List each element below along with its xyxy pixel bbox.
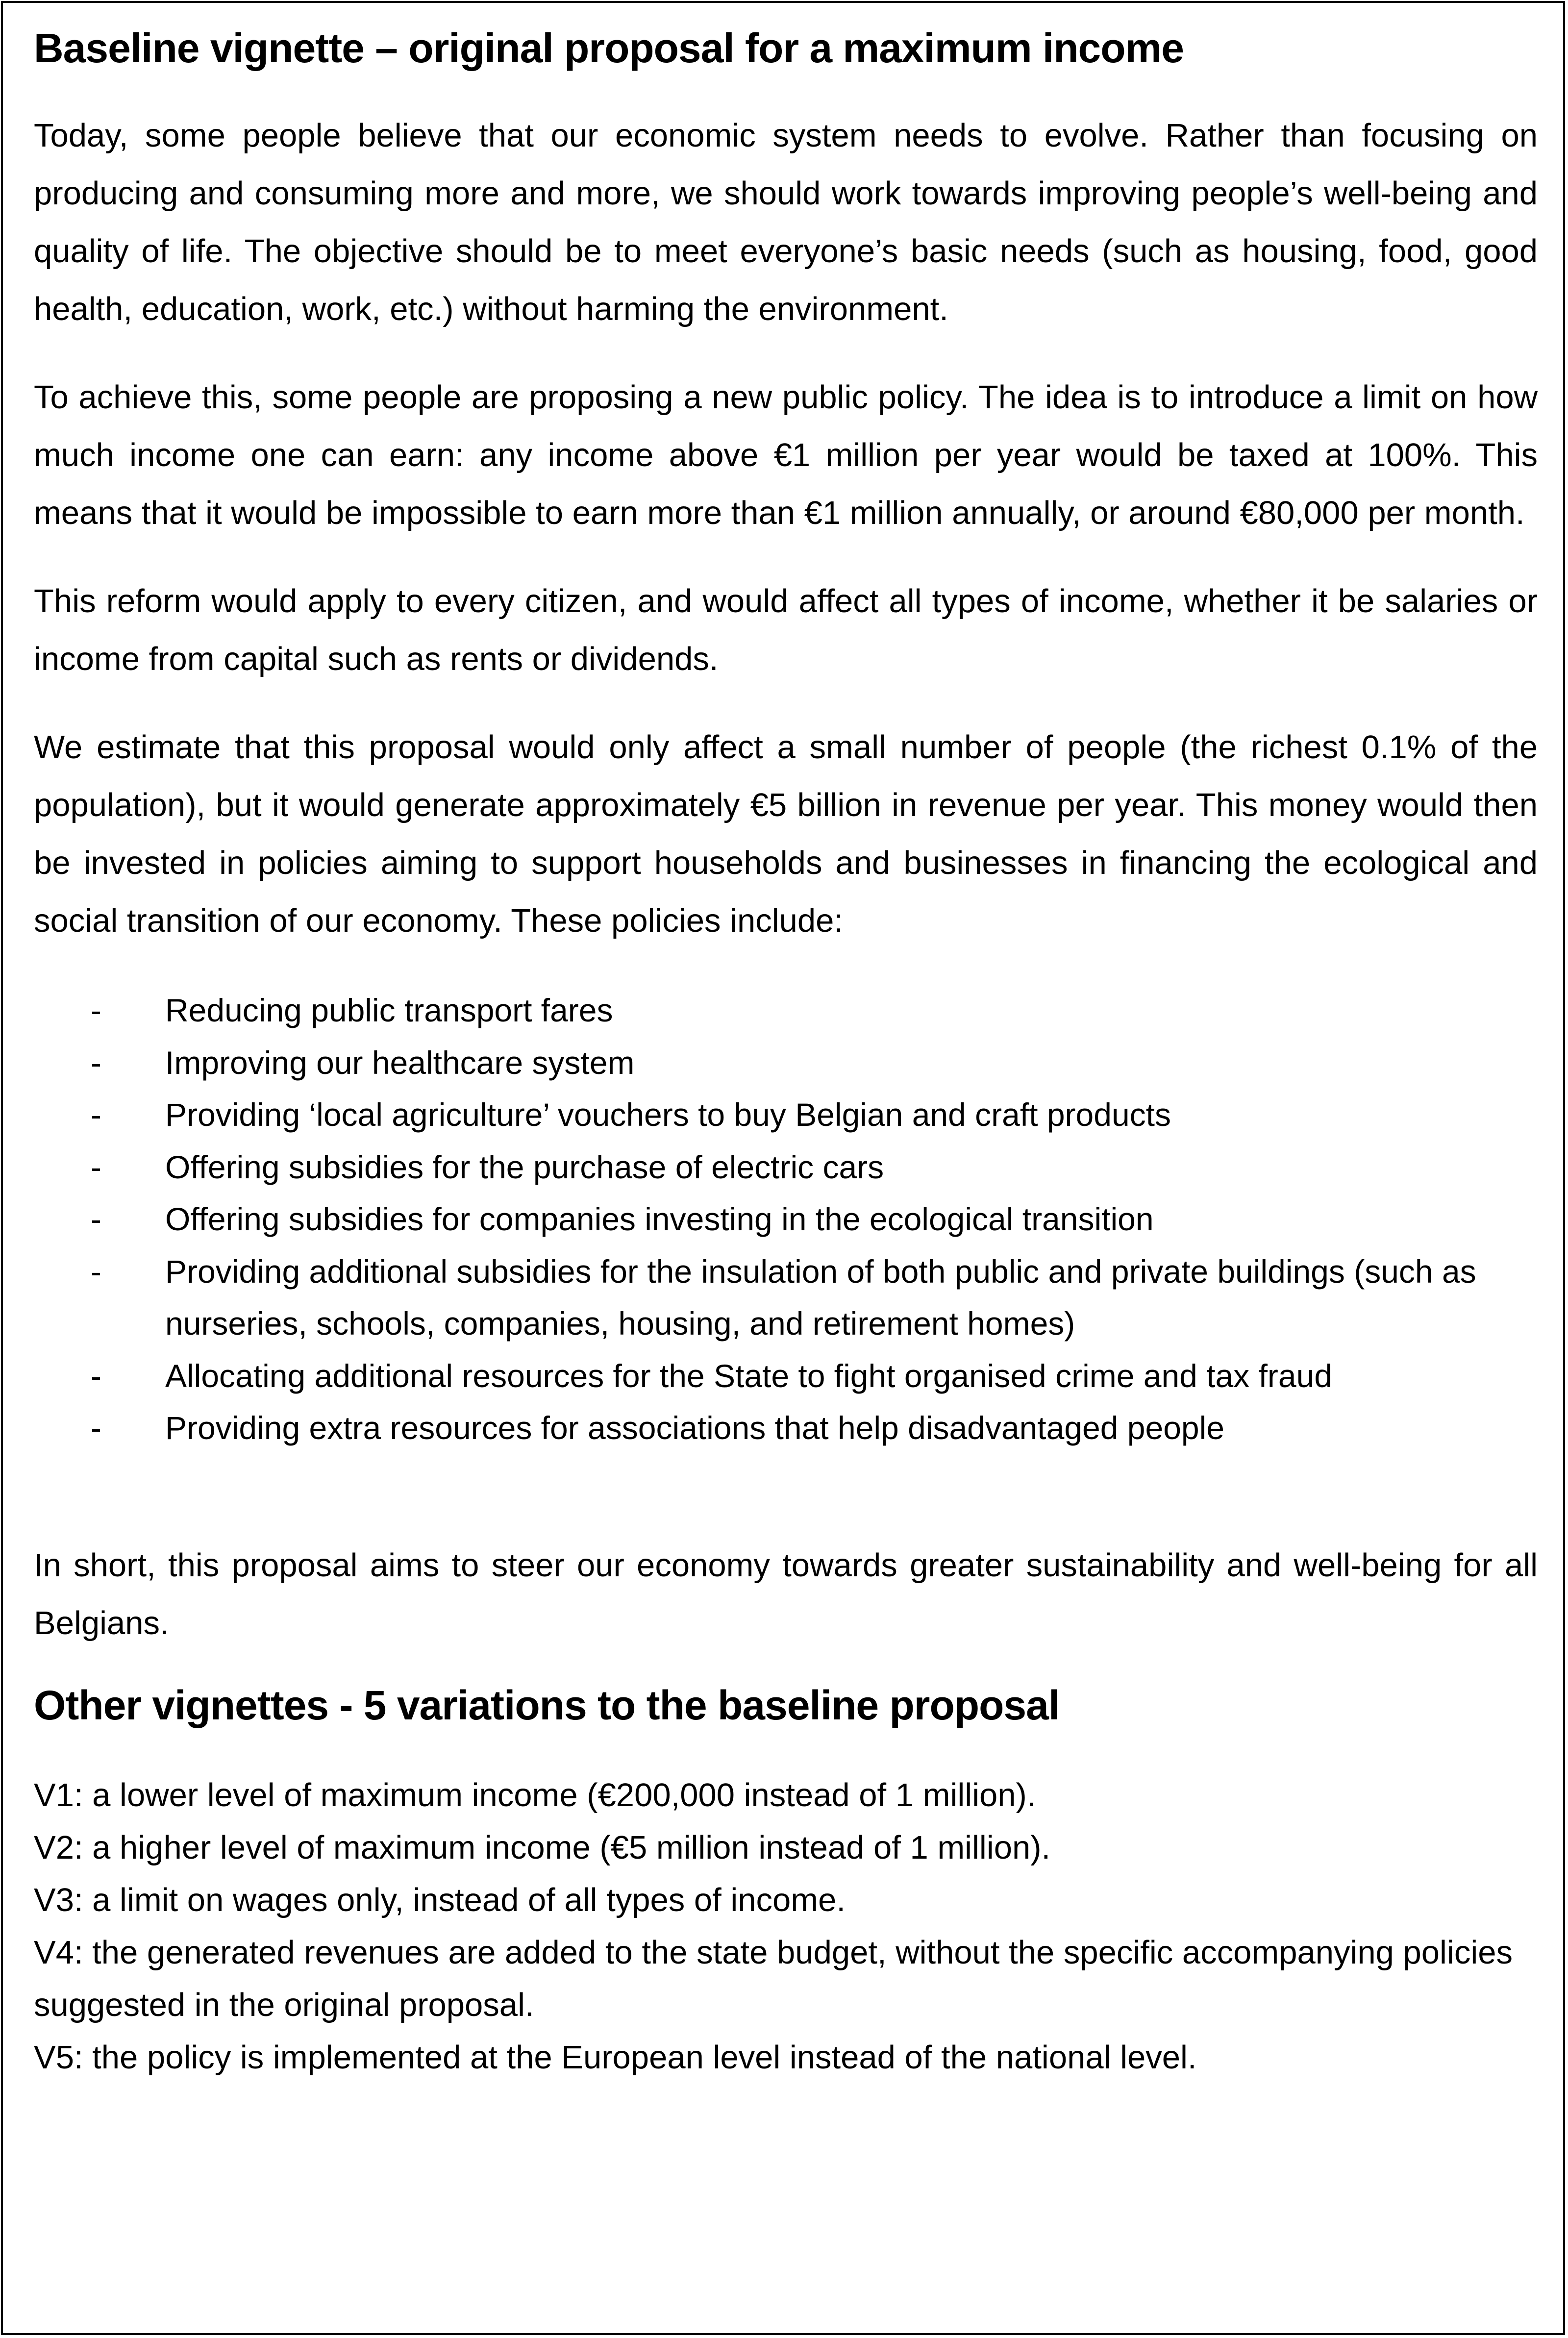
policy-list-item [34,1089,1538,1141]
variation-item: V2: a higher level of maximum income (€5 million instead of 1 million). [34,1829,1051,1866]
policy-list-item [34,1141,1538,1194]
policy-text: Providing extra resources for associations that help disadvantaged people [165,1410,1224,1446]
variation-list [34,1769,1538,2084]
bullet-dash: - [91,1357,101,1394]
policy-text: Providing additional subsidies for the insulation of both public and private buildings (such as nurseries, schools, companies, housing, and retirement homes) [165,1253,1476,1342]
variation-item: V1: a lower level of maximum income (€200,000 instead of 1 million). [34,1776,1036,1814]
policy-list-item [34,1350,1538,1402]
bullet-dash: - [91,1148,101,1185]
policy-list-item [34,1402,1538,1454]
baseline-paragraph-1: Today, some people believe that our economic system needs to evolve. Rather than focusing on producing and consuming more and more, we should work towards improving people’s well-being and quality of life. The objective should be to meet everyone’s basic needs (such as housing, food, good health, education, work, etc.) without harming the environment. [34,117,1538,327]
bullet-dash: - [91,1201,101,1237]
other-vignettes-title: Other vignettes - 5 variations to the baseline proposal [34,1682,1060,1728]
baseline-paragraph-4: We estimate that this proposal would only affect a small number of people (the richest 0.1% of the population), but it would generate approximately €5 billion in revenue per year. This money would then be invested in policies aiming to support households and businesses in financing the ecological and social transition of our economy. These policies include: [34,729,1538,939]
variation-item: V5: the policy is implemented at the European level instead of the national level. [34,2039,1197,2076]
policy-text: Offering subsidies for companies investing in the ecological transition [165,1201,1154,1237]
variation-item: V3: a limit on wages only, instead of all types of income. [34,1881,846,1918]
document-frame [1,1,1565,2335]
baseline-paragraph-2: To achieve this, some people are proposing a new public policy. The idea is to introduce a limit on how much income one can earn: any income above €1 million per year would be taxed at 100%. This means that it would be impossible to earn more than €1 million annually, or around €80,000 per month. [34,379,1538,531]
bullet-dash: - [91,1096,101,1133]
policy-list-item [34,1037,1538,1089]
bullet-dash: - [91,1253,101,1290]
policy-text: Improving our healthcare system [165,1044,635,1081]
bullet-dash: - [91,1044,101,1081]
baseline-paragraph-3: This reform would apply to every citizen, and would affect all types of income, whether it be salaries or income from capital such as rents or dividends. [34,583,1538,677]
baseline-title: Baseline vignette – original proposal for a maximum income [34,25,1184,71]
variation-item: V4: the generated revenues are added to the state budget, without the specific accompanying policies suggested in the original proposal. [34,1934,1513,2023]
policy-text: Reducing public transport fares [165,992,613,1028]
bullet-dash: - [91,1410,101,1446]
policy-list-item [34,1193,1538,1245]
bullet-dash: - [91,992,101,1028]
policy-text: Allocating additional resources for the State to fight organised crime and tax fraud [165,1357,1333,1394]
policy-list-item [34,984,1538,1037]
policy-text: Providing ‘local agriculture’ vouchers to buy Belgian and craft products [165,1096,1171,1133]
policy-text: Offering subsidies for the purchase of electric cars [165,1148,884,1185]
document-content [34,3,1538,2084]
policy-list [34,984,1538,1454]
baseline-conclusion: In short, this proposal aims to steer our economy towards greater sustainability and well-being for all Belgians. [34,1546,1538,1642]
policy-list-item [34,1245,1538,1350]
